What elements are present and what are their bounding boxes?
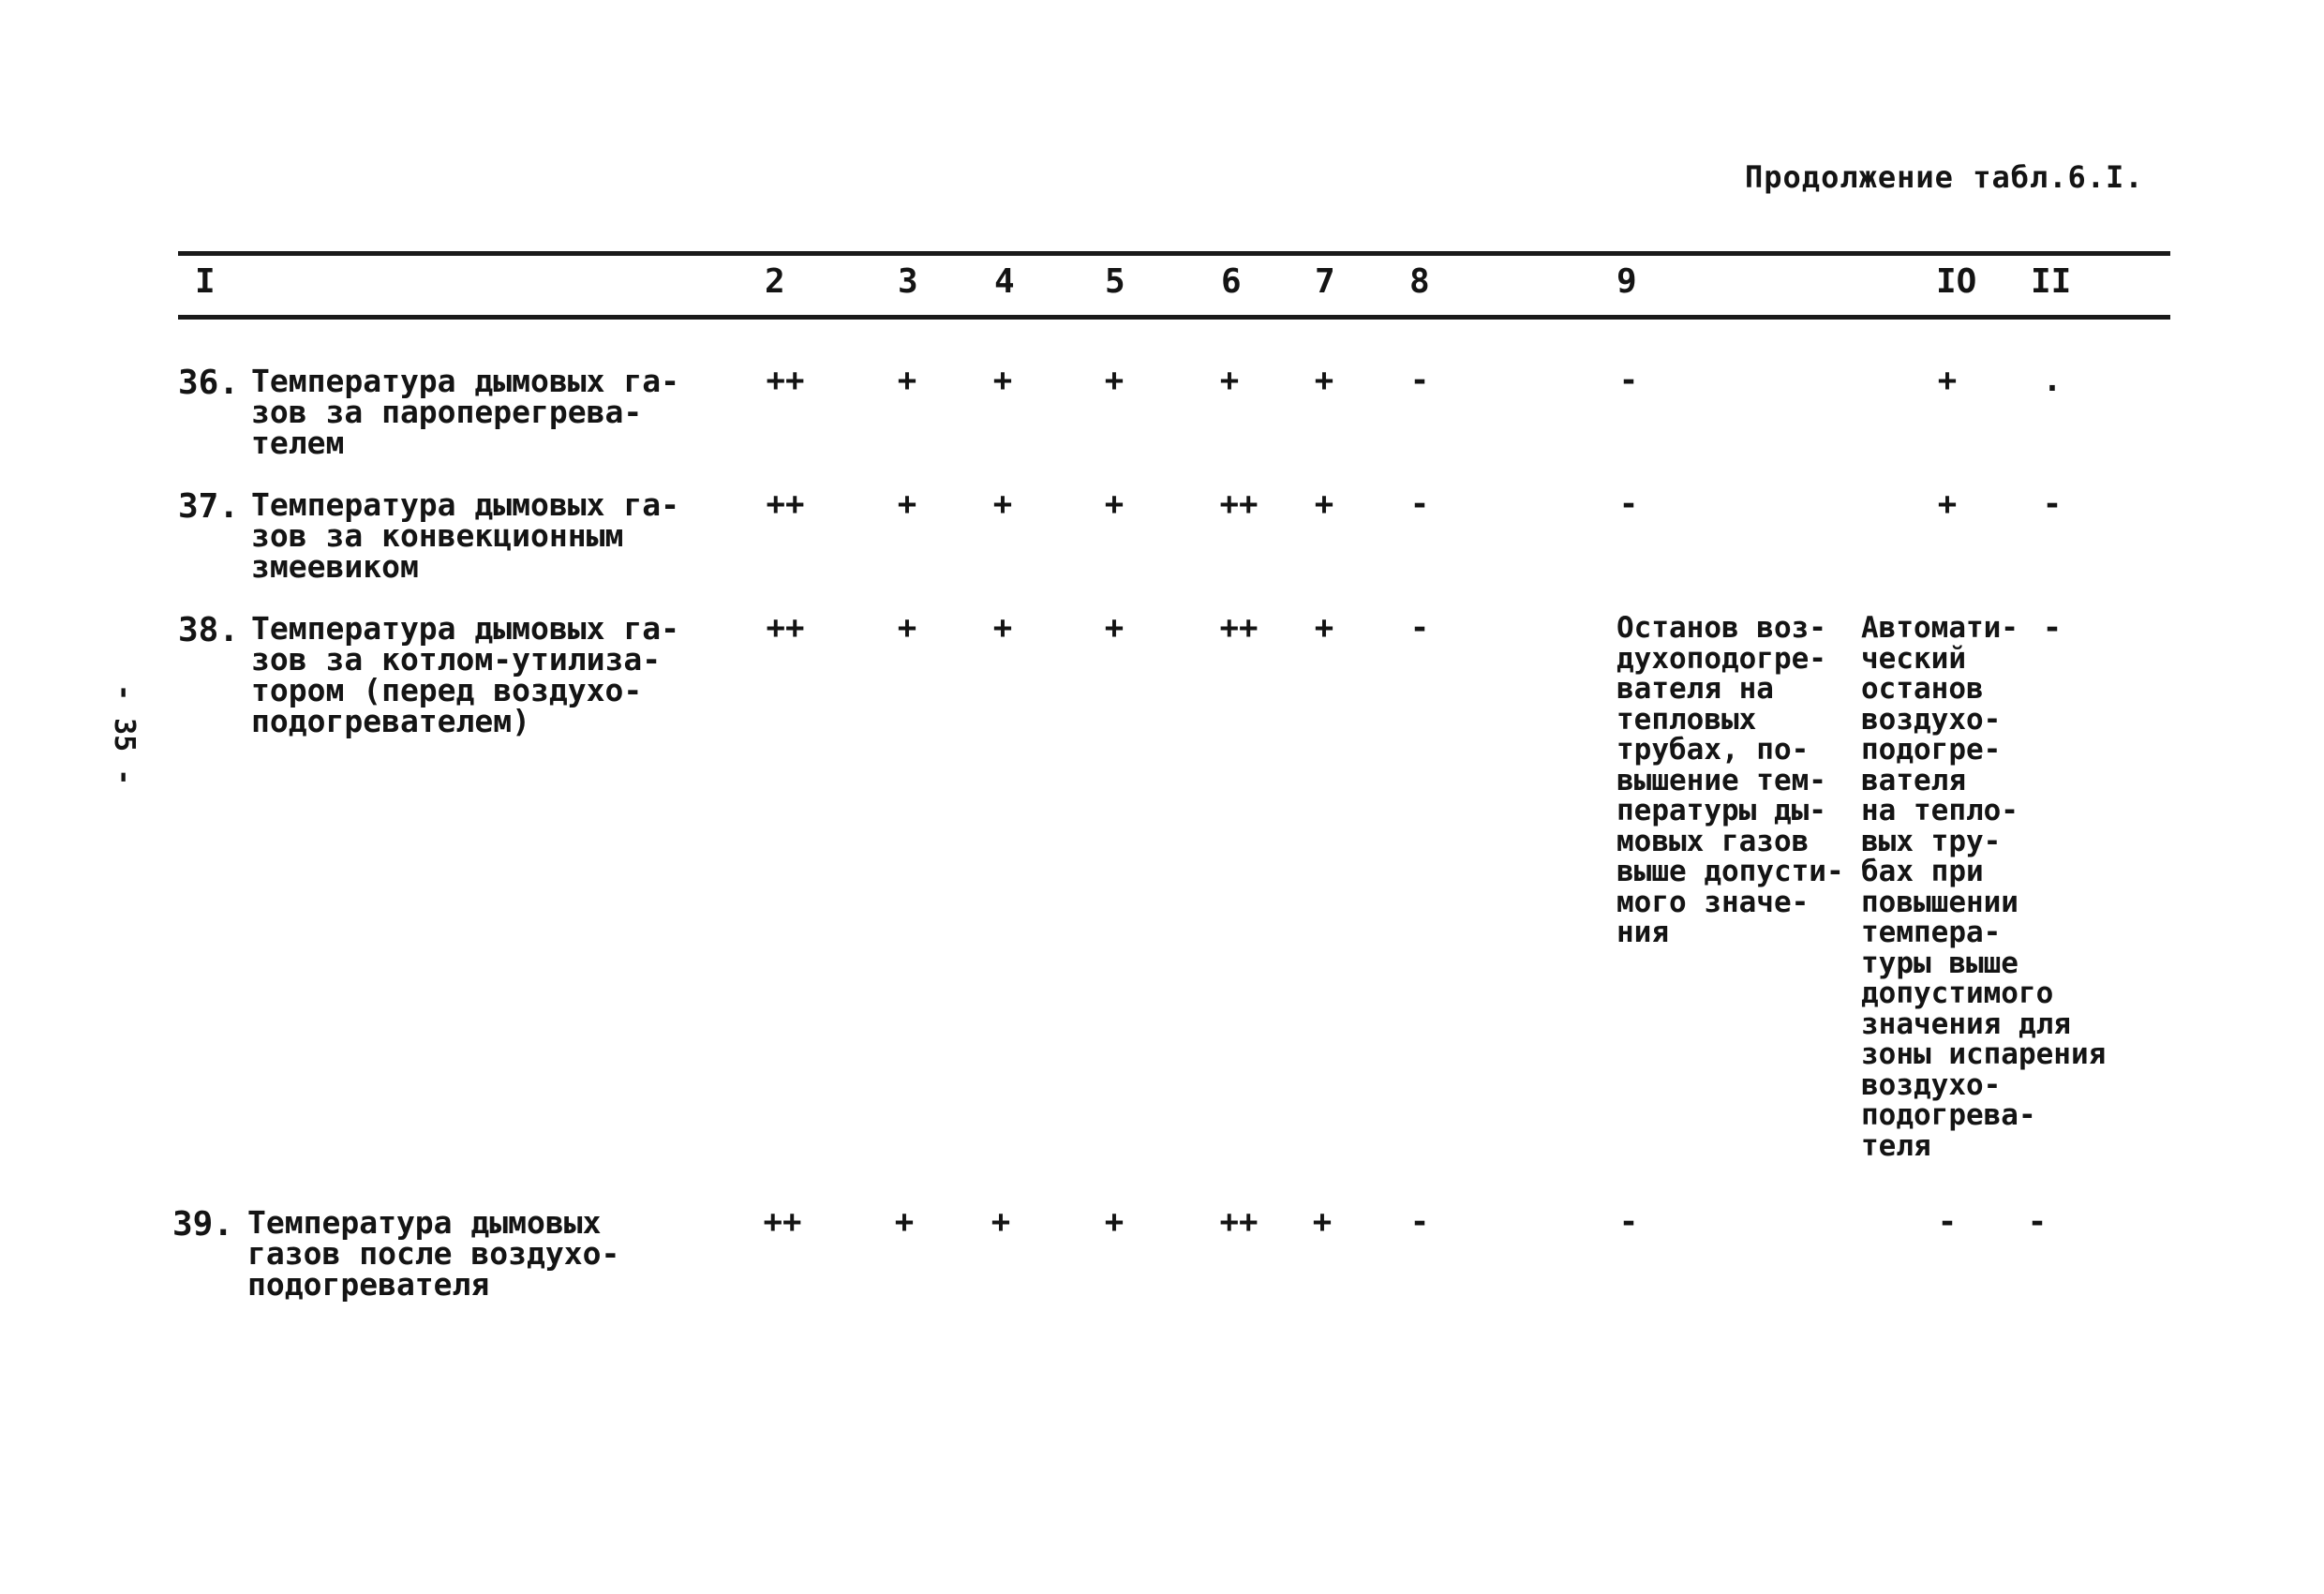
row-mark-col4: +	[992, 609, 1013, 647]
row-mark-col9: -	[1618, 362, 1639, 399]
row-protection-note: Автомати- ческий останов воздухо- подогре- вателя на тепло- вых тру- бах при повышении темпера- туры выше допустимого значения для зоны испарения воздухо- подогрева- теля	[1861, 611, 2107, 1163]
row-number: 37.	[178, 487, 240, 526]
row-mark-col6: +	[1219, 362, 1240, 399]
row-mark-col6: ++	[1219, 1203, 1259, 1241]
row-mark-col3: +	[897, 485, 917, 523]
row-mark-col8: -	[1409, 362, 1430, 399]
row-mark-col5: +	[1104, 609, 1125, 647]
row-number: 39.	[172, 1205, 234, 1244]
row-mark-col2: ++	[766, 609, 805, 647]
column-header-3: 3	[898, 262, 918, 301]
row-mark-col3: +	[894, 1203, 915, 1241]
row-mark-col6: ++	[1219, 609, 1259, 647]
row-mark-col6: ++	[1219, 485, 1259, 523]
table-top-rule	[178, 251, 2170, 256]
column-header-9: 9	[1616, 262, 1637, 301]
row-mark-col7: +	[1314, 485, 1334, 523]
row-number: 36.	[178, 364, 240, 402]
row-mark-col2: ++	[763, 1203, 802, 1241]
row-mark-col7: +	[1312, 1203, 1333, 1241]
row-parameter-name: Температура дымовых га- зов за пароперегрева- телем	[251, 363, 679, 461]
column-header-6: 6	[1221, 262, 1242, 301]
row-mark-col8: -	[1409, 485, 1430, 523]
row-mark-col10: +	[1937, 485, 1958, 523]
column-header-1: I	[195, 262, 216, 301]
row-mark-col7: +	[1314, 362, 1334, 399]
row-mark-col4: +	[991, 1203, 1011, 1241]
table-header-rule	[178, 315, 2170, 320]
row-mark-col9: -	[1618, 1203, 1639, 1241]
table-caption: Продолжение табл.6.I.	[1745, 159, 2144, 195]
column-header-5: 5	[1105, 262, 1125, 301]
page-number-mark: - 35 -	[108, 684, 141, 786]
row-mark-col3: +	[897, 362, 917, 399]
row-mark-col11: -	[2042, 485, 2063, 523]
row-mark-col5: +	[1104, 362, 1125, 399]
row-mark-col11: -	[2042, 609, 2063, 647]
row-mark-col8: -	[1409, 609, 1430, 647]
row-consequence-note: Останов воз- духоподогре- вателя на тепловых трубах, по- вышение тем- пературы ды- мовых газов выше допусти- мого значе- ния	[1616, 611, 1844, 949]
row-mark-col5: +	[1104, 1203, 1125, 1241]
row-mark-col4: +	[992, 362, 1013, 399]
row-mark-col11: -	[2027, 1203, 2048, 1241]
row-mark-col3: +	[897, 609, 917, 647]
row-mark-col9: -	[1618, 485, 1639, 523]
row-mark-col10: +	[1937, 362, 1958, 399]
row-mark-col11: .	[2042, 362, 2063, 399]
row-parameter-name: Температура дымовых газов после воздухо- подогревателя	[247, 1204, 620, 1303]
column-header-8: 8	[1409, 262, 1430, 301]
column-header-10: IO	[1936, 262, 1977, 301]
row-mark-col10: -	[1937, 1203, 1958, 1241]
row-parameter-name: Температура дымовых га- зов за котлом-утилиза- тором (перед воздухо- подогревателем)	[251, 610, 679, 739]
row-mark-col8: -	[1409, 1203, 1430, 1241]
row-mark-col2: ++	[766, 362, 805, 399]
column-header-11: II	[2031, 262, 2072, 301]
column-header-2: 2	[765, 262, 785, 301]
row-mark-col2: ++	[766, 485, 805, 523]
row-mark-col4: +	[992, 485, 1013, 523]
row-mark-col7: +	[1314, 609, 1334, 647]
row-number: 38.	[178, 611, 240, 649]
column-header-7: 7	[1315, 262, 1335, 301]
column-header-4: 4	[994, 262, 1015, 301]
row-parameter-name: Температура дымовых га- зов за конвекционным змеевиком	[251, 486, 679, 585]
row-mark-col5: +	[1104, 485, 1125, 523]
